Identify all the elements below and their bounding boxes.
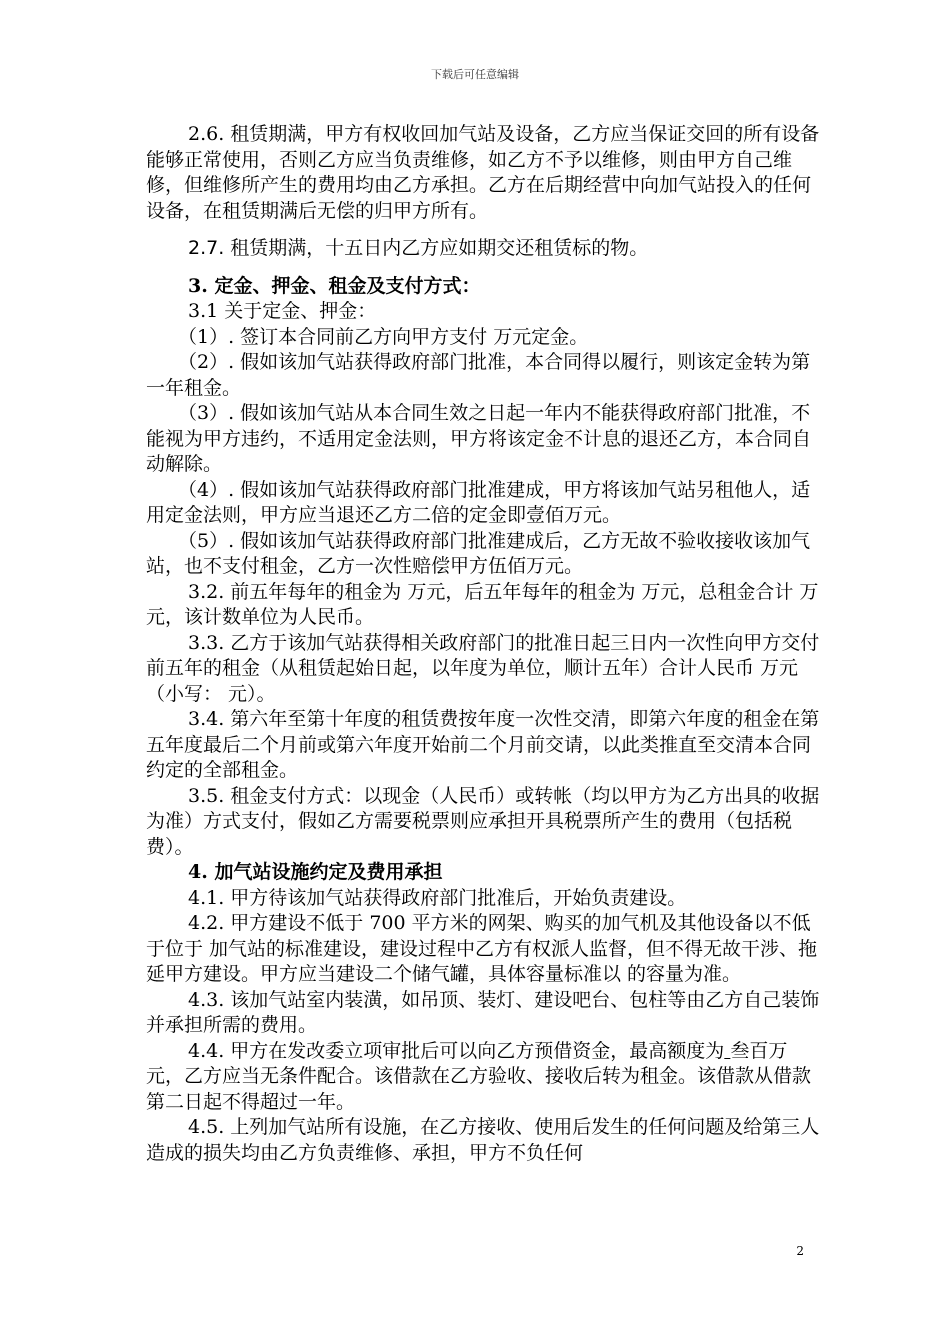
clause-3-1-2: （2）. 假如该加气站获得政府部门批准，本合同得以履行，则该定金转为第一年租金。: [146, 351, 811, 399]
page-number: 2: [796, 1244, 804, 1258]
clause-4-4-text-b: 叁百万元，乙方应当无条件配合。该借款在乙方验收、接收后转为租金。该借款从借款第二日起不得超过一年。: [146, 1039, 812, 1113]
clause-4-4: [146, 1039, 822, 1116]
clause-2-6: 2.6. 租赁期满，甲方有权收回加气站及设备，乙方应当保证交回的所有设备能够正常使用，否则乙方应当负责维修，如乙方不予以维修，则由甲方自己维修，但维修所产生的费用均由乙方承担。乙方在后期经营中向加气站投入的任何设备，在租赁期满后无偿的归甲方所有。: [146, 123, 820, 222]
clause-4-2: 4.2. 甲方建设不低于 700 平方米的网架、购买的加气机及其他设备以不低于位于 加气站的标准建设，建设过程中乙方有权派人监督，但不得无故干涉、拖延甲方建设。甲方应当建设二个储气罐，具体容量标准以 的容量为准。: [146, 912, 818, 985]
section-3-title: 3. 定金、押金、租金及支付方式：: [188, 274, 481, 297]
clause-3-1-1: （1）. 签订本合同前乙方向甲方支付 万元定金。: [178, 325, 589, 348]
clause-3-1: 3.1 关于定金、押金：: [188, 300, 377, 322]
section-4-title: 4. 加气站设施约定及费用承担: [188, 861, 443, 883]
clause-3-2: 3.2. 前五年每年的租金为 万元，后五年每年的租金为 万元，总租金合计 万元，该计数单位为人民币。: [146, 580, 819, 628]
clause-2-7: 2.7. 租赁期满，十五日内乙方应如期交还租赁标的物。: [188, 237, 649, 259]
clause-3-1-4: （4）. 假如该加气站获得政府部门批准建成，甲方将该加气站另租他人，适用定金法则，甲方应当退还乙方二倍的定金即壹佰万元。: [146, 478, 811, 526]
clause-4-1: 4.1. 甲方待该加气站获得政府部门批准后，开始负责建设。: [188, 886, 687, 909]
clause-3-4: 3.4. 第六年至第十年度的租赁费按年度一次性交清，即第六年度的租金在第五年度最后二个月前或第六年度开始前二个月前交请，以此类推直至交清本合同约定的全部租金。: [146, 708, 820, 781]
clause-4-3: 4.3. 该加气站室内装潢，如吊顶、装灯、建设吧台、包柱等由乙方自己装饰并承担所需的费用。: [146, 988, 820, 1036]
clause-4-5: 4.5. 上列加气站所有设施，在乙方接收、使用后发生的任何问题及给第三人造成的损失均由乙方负责维修、承担，甲方不负任何: [146, 1116, 820, 1164]
clause-3-1-5: （5）. 假如该加气站获得政府部门批准建成后，乙方无故不验收接收该加气站，也不支付租金，乙方一次性赔偿甲方伍佰万元。: [146, 529, 811, 577]
document-body: [146, 122, 822, 1166]
clause-4-4-text-a: 4.4. 甲方在发改委立项审批后可以向乙方预借资金，最高额度为: [188, 1039, 725, 1062]
clause-3-1-3: （3）. 假如该加气站从本合同生效之日起一年内不能获得政府部门批准，不能视为甲方违约，不适用定金法则，甲方将该定金不计息的退还乙方，本合同自动解除。: [146, 402, 812, 475]
clause-3-3: 3.3. 乙方于该加气站获得相关政府部门的批准日起三日内一次性向甲方交付前五年的租金（从租赁起始日起，以年度为单位，顺计五年）合计人民币 万元（小写： 元）。: [146, 631, 820, 705]
page-header: 下载后可任意编辑: [431, 68, 519, 81]
clause-3-5: 3.5. 租金支付方式：以现金（人民币）或转帐（均以甲方为乙方出具的收据为准）方式支付，假如乙方需要税票则应承担开具税票所产生的费用（包括税费）。: [146, 784, 820, 858]
